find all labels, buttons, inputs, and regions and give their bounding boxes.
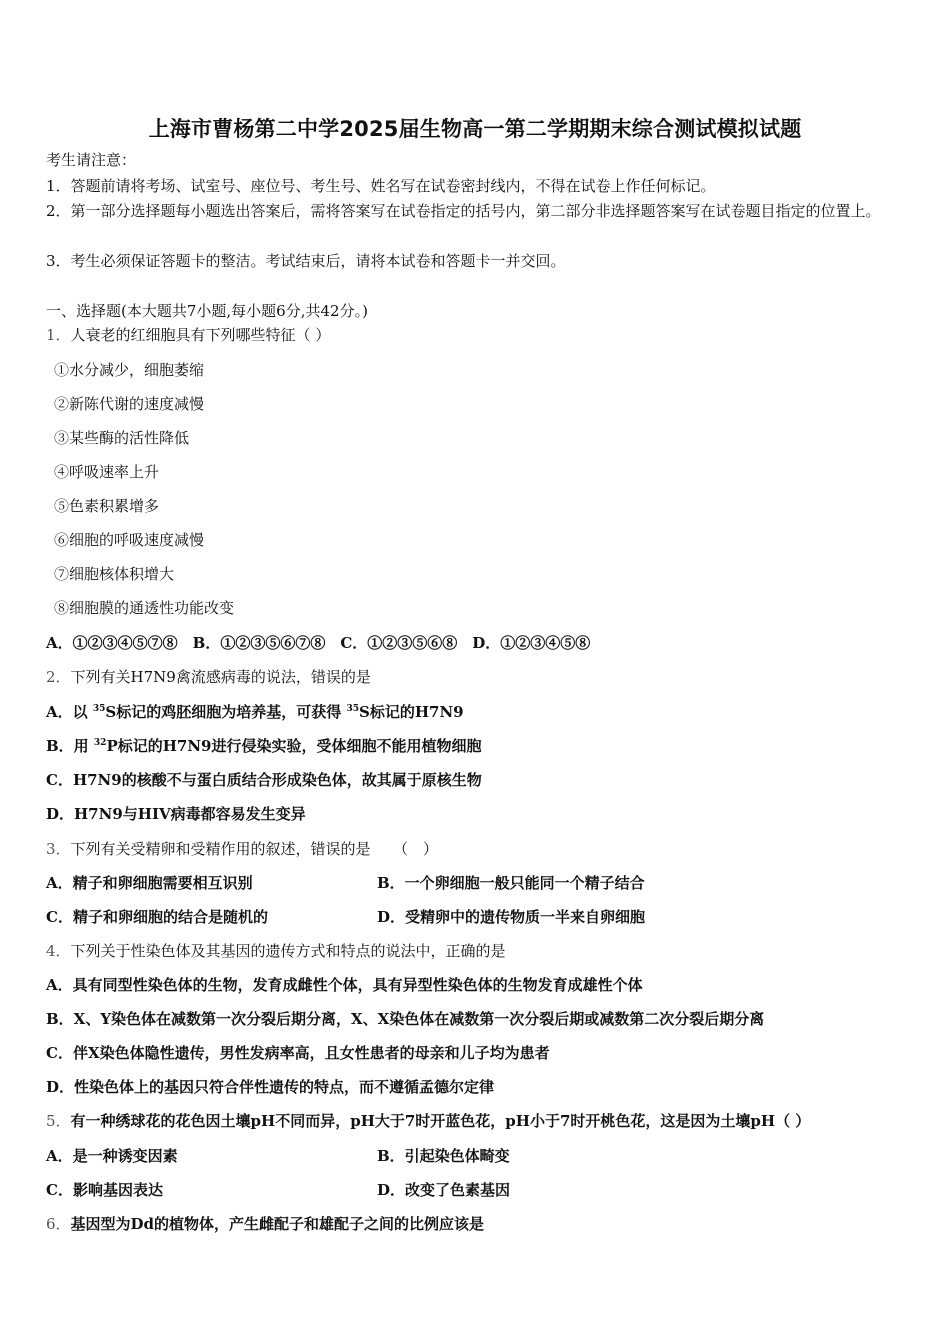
q4-option-d: D．性染色体上的基因只符合伴性遗传的特点，而不遵循孟德尔定律 bbox=[46, 1078, 495, 1096]
list-item: ③某些酶的活性降低 bbox=[54, 429, 190, 447]
list-item: ②新陈代谢的速度减慢 bbox=[54, 395, 205, 413]
option-b-text: P标记的H7N9进行侵染实验，受体细胞不能用植物细胞 bbox=[106, 737, 482, 755]
q3-option-b: B．一个卵细胞一般只能同一个精子结合 bbox=[377, 874, 645, 892]
question-number: 6． bbox=[46, 1215, 71, 1233]
question-3 bbox=[46, 839, 438, 859]
q5-option-d: D．改变了色素基因 bbox=[377, 1181, 511, 1199]
question-number: 1． bbox=[46, 326, 71, 344]
question-number: 2． bbox=[46, 668, 71, 686]
question-6 bbox=[46, 1214, 484, 1234]
question-stem: 基因型为Dd的植物体，产生雌配子和雄配子之间的比例应该是 bbox=[70, 1215, 485, 1233]
notice-heading: 考生请注意： bbox=[46, 151, 137, 169]
question-2 bbox=[46, 667, 371, 687]
question-number: 4． bbox=[46, 942, 71, 960]
superscript: 35 bbox=[346, 704, 359, 714]
q3-option-d: D．受精卵中的遗传物质一半来自卵细胞 bbox=[377, 908, 646, 926]
superscript: 35 bbox=[92, 704, 106, 714]
q2-option-a bbox=[46, 702, 464, 722]
question-stem: 下列有关受精卵和受精作用的叙述，错误的是 （ ） bbox=[70, 840, 439, 858]
superscript: 32 bbox=[93, 738, 107, 748]
question-stem: 有一种绣球花的花色因土壤pH不同而异，pH大于7时开蓝色花，pH小于7时开桃色花，这是因为土壤pH（ ） bbox=[70, 1112, 811, 1130]
list-item: ④呼吸速率上升 bbox=[54, 463, 160, 481]
notice-item-3: 3．考生必须保证答题卡的整洁。考试结束后，请将本试卷和答题卡一并交回。 bbox=[46, 252, 566, 270]
option-a-text: S标记的鸡胚细胞为培养基，可获得 bbox=[105, 703, 347, 721]
q1-options: A．①②③④⑤⑦⑧ B．①②③⑤⑥⑦⑧ C．①②③⑤⑥⑧ D．①②③④⑤⑧ bbox=[46, 634, 591, 652]
option-b-prefix: B．用 bbox=[46, 737, 94, 755]
q2-option-b bbox=[46, 736, 481, 756]
q5-option-b: B．引起染色体畸变 bbox=[377, 1147, 510, 1165]
q4-option-a: A．具有同型性染色体的生物，发育成雌性个体，具有异型性染色体的生物发育成雄性个体 bbox=[46, 976, 643, 994]
q2-option-d: D．H7N9与HIV病毒都容易发生变异 bbox=[46, 805, 306, 823]
list-item: ①水分减少，细胞萎缩 bbox=[54, 361, 205, 379]
list-item: ⑦细胞核体积增大 bbox=[54, 565, 175, 583]
page-title: 上海市曹杨第二中学2025届生物高一第二学期期末综合测试模拟试题 bbox=[148, 117, 802, 141]
q2-option-c: C．H7N9的核酸不与蛋白质结合形成染色体，故其属于原核生物 bbox=[46, 771, 482, 789]
notice-item-2: 2．第一部分选择题每小题选出答案后，需将答案写在试卷指定的括号内，第二部分非选择题答案写在试卷题目指定的位置上。 bbox=[46, 202, 881, 220]
q5-option-a: A．是一种诱变因素 bbox=[46, 1147, 178, 1165]
q4-option-c: C．伴X染色体隐性遗传，男性发病率高，且女性患者的母亲和儿子均为患者 bbox=[46, 1044, 550, 1062]
q4-option-b: B．X、Y染色体在减数第一次分裂后期分离，X、X染色体在减数第一次分裂后期或减数第二次分裂后期分离 bbox=[46, 1010, 765, 1028]
notice-item-1: 1．答题前请将考场、试室号、座位号、考生号、姓名写在试卷密封线内，不得在试卷上作任何标记。 bbox=[46, 177, 716, 195]
option-a-prefix: A．以 bbox=[46, 703, 93, 721]
question-5 bbox=[46, 1111, 810, 1131]
q3-option-c: C．精子和卵细胞的结合是随机的 bbox=[46, 908, 268, 926]
list-item: ⑤色素积累增多 bbox=[54, 497, 160, 515]
option-a-suffix: S标记的H7N9 bbox=[359, 703, 464, 721]
section-heading: 一、选择题(本大题共7小题,每小题6分,共42分。) bbox=[46, 302, 368, 320]
question-1 bbox=[46, 325, 330, 345]
q5-option-c: C．影响基因表达 bbox=[46, 1181, 163, 1199]
q3-option-a: A．精子和卵细胞需要相互识别 bbox=[46, 874, 253, 892]
question-number: 5． bbox=[46, 1112, 71, 1130]
question-number: 3． bbox=[46, 840, 71, 858]
question-stem: 下列有关H7N9禽流感病毒的说法，错误的是 bbox=[70, 668, 371, 686]
question-4 bbox=[46, 941, 506, 961]
list-item: ⑧细胞膜的通透性功能改变 bbox=[54, 599, 235, 617]
question-stem: 下列关于性染色体及其基因的遗传方式和特点的说法中，正确的是 bbox=[70, 942, 506, 960]
question-stem: 人衰老的红细胞具有下列哪些特征（ ） bbox=[70, 326, 331, 344]
list-item: ⑥细胞的呼吸速度减慢 bbox=[54, 531, 205, 549]
